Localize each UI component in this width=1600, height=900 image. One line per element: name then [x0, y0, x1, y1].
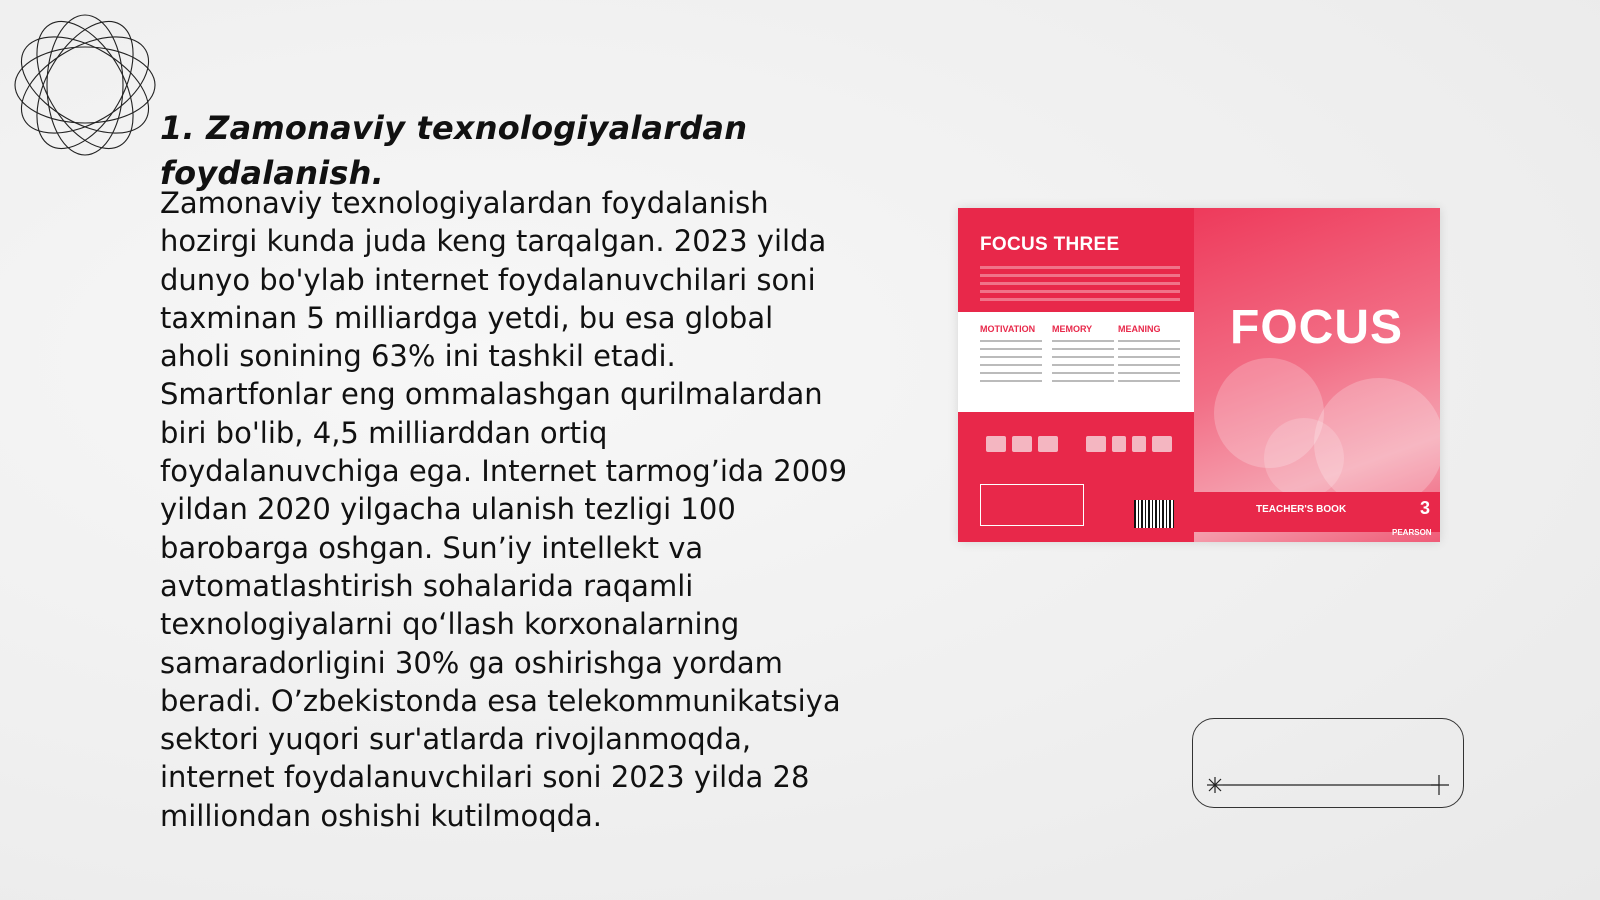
- feature-column-heading: MOTIVATION: [980, 324, 1036, 334]
- book-cover-image: [958, 208, 1440, 542]
- feature-column: [1052, 324, 1114, 382]
- feature-column-heading: MEMORY: [1052, 324, 1093, 334]
- book-back-cover: [958, 208, 1194, 542]
- feature-column: [980, 324, 1042, 382]
- cross-star-icon: [1431, 775, 1449, 795]
- book-front-title: FOCUS: [1230, 301, 1403, 354]
- book-front-cover: [1194, 208, 1440, 542]
- orbit-rings-icon: [10, 10, 160, 160]
- slide-title: 1. Zamonaviy texnologiyalardan foydalanish.: [160, 109, 748, 192]
- feature-column-heading: MEANING: [1118, 324, 1161, 334]
- decorative-line: [1203, 773, 1453, 797]
- slide-body-text: Zamonaviy texnologiyalardan foydalanish hozirgi kunda juda keng tarqalgan. 2023 yilda dunyo bo'ylab internet foydalanuvchilari soni taxminan 5 milliardga yetdi, bu esa global aholi sonining 63% ini tashkil etadi. Smartfonlar eng ommalashgan qurilmalardan biri bo'lib, 4,5 milliarddan ortiq foydalanuvchiga ega. Internet tarmog’ida 2009 yildan 2020 yilgacha ulanish tezligi 100 barobarga oshgan. Sun’iy intellekt va avtomatlashtirish sohalarida raqamli texnologiyalarni qo‘llash korxonalarning samaradorligini 30% ga oshirishga yordam beradi. O’zbekistonda esa telekommunikatsiya sektori yuqori sur'atlarda rivojlanmoqda, internet foydalanuvchilari soni 2023 yilda 28 milliondan oshishi kutilmoqda.: [160, 186, 848, 833]
- book-level-number: 3: [1420, 498, 1431, 518]
- sparkle-icon: [1207, 777, 1223, 793]
- book-publisher: PEARSON: [1392, 528, 1432, 537]
- book-subtitle: TEACHER'S BOOK: [1256, 504, 1347, 515]
- barcode-icon: [1134, 500, 1174, 528]
- decorative-frame: [1192, 718, 1464, 808]
- book-feature-panel: [958, 312, 1194, 412]
- book-back-title: FOCUS THREE: [980, 234, 1120, 255]
- book-diagram-box: [980, 484, 1084, 526]
- book-back-text-lines: [980, 266, 1180, 306]
- feature-column: [1118, 324, 1180, 382]
